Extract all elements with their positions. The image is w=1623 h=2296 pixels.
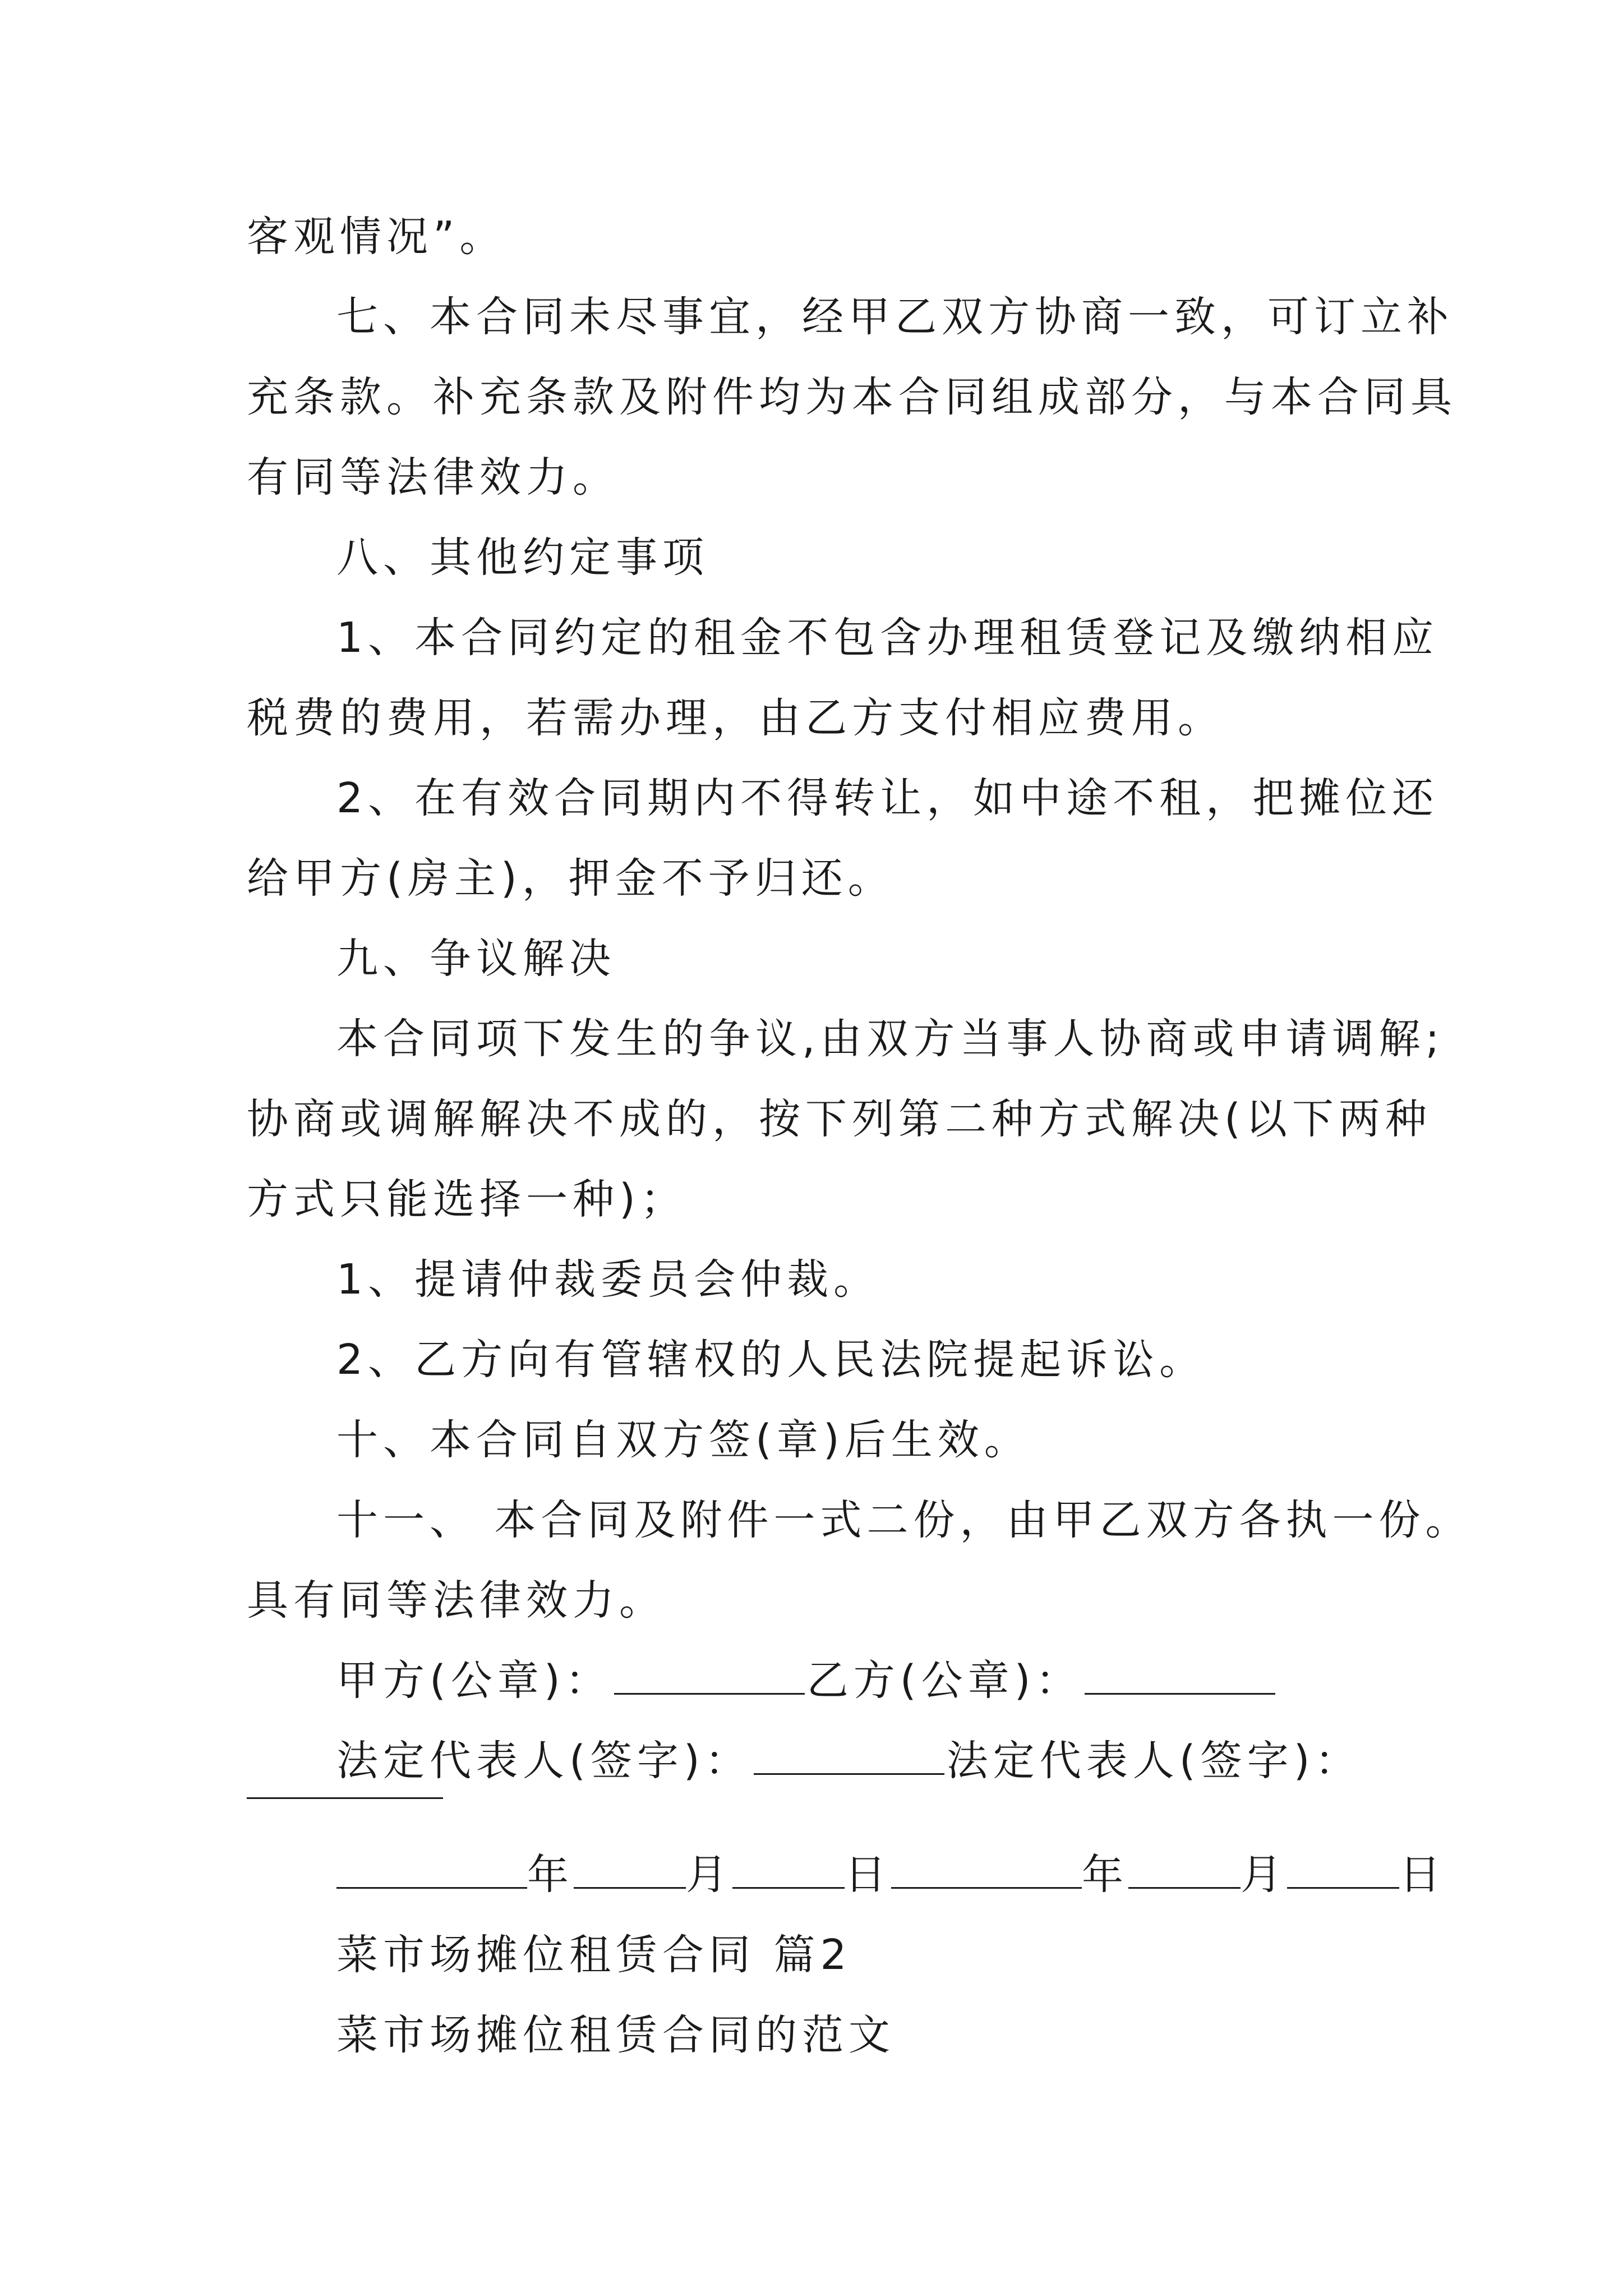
clause-10: 十、本合同自双方签(章)后生效。 bbox=[336, 1416, 1031, 1464]
day-b-blank[interactable] bbox=[1287, 1850, 1399, 1889]
text-line: 方式只能选择一种)； bbox=[247, 1175, 687, 1223]
clause-9-item-2: 2、乙方向有管辖权的人民法院提起诉讼。 bbox=[336, 1336, 1206, 1384]
day-a-blank[interactable] bbox=[732, 1850, 845, 1889]
text-line: 客观情况”。 bbox=[247, 213, 506, 261]
rep-b-label: 法定代表人(签字)： bbox=[946, 1737, 1362, 1785]
year-b-blank[interactable] bbox=[891, 1850, 1082, 1889]
rep-a-label: 法定代表人(签字)： bbox=[336, 1737, 751, 1785]
clause-9-heading: 九、争议解决 bbox=[336, 935, 616, 983]
rep-a-blank[interactable] bbox=[754, 1736, 944, 1775]
party-b-blank[interactable] bbox=[1085, 1656, 1275, 1695]
day-b-label: 日 bbox=[1399, 1851, 1446, 1899]
month-b-blank[interactable] bbox=[1128, 1850, 1241, 1889]
year-b-label: 年 bbox=[1082, 1851, 1128, 1899]
day-a-label: 日 bbox=[845, 1851, 891, 1899]
year-a-blank[interactable] bbox=[336, 1850, 527, 1889]
next-section-title: 菜市场摊位租赁合同 篇2 bbox=[336, 1931, 852, 1979]
text-line: 有同等法律效力。 bbox=[247, 453, 619, 501]
text-line: 协商或调解解决不成的，按下列第二种方式解决(以下两种 bbox=[247, 1095, 1432, 1143]
year-a-label: 年 bbox=[527, 1851, 574, 1899]
rep-b-blank[interactable] bbox=[247, 1797, 443, 1799]
clause-11: 十一、 本合同及附件一式二份，由甲乙双方各执一份。 bbox=[336, 1496, 1472, 1544]
clause-8-heading: 八、其他约定事项 bbox=[336, 533, 709, 582]
date-row bbox=[336, 1847, 1446, 1903]
next-section-subtitle: 菜市场摊位租赁合同的范文 bbox=[336, 2011, 895, 2059]
party-a-label: 甲方(公章)： bbox=[336, 1657, 612, 1705]
text-line: 充条款。补充条款及附件均为本合同组成部分，与本合同具 bbox=[247, 373, 1457, 421]
clause-9-body: 本合同项下发生的争议,由双方当事人协商或申请调解; bbox=[336, 1015, 1445, 1063]
party-signature-row bbox=[336, 1653, 1278, 1709]
month-b-label: 月 bbox=[1241, 1851, 1287, 1899]
text-line: 给甲方(房主)，押金不予归还。 bbox=[247, 854, 895, 903]
party-a-blank[interactable] bbox=[614, 1656, 805, 1695]
month-a-blank[interactable] bbox=[574, 1850, 686, 1889]
clause-7-line: 七、本合同未尽事宜，经甲乙双方协商一致，可订立补 bbox=[336, 293, 1454, 341]
clause-8-item-2: 2、在有效合同期内不得转让，如中途不租，把摊位还 bbox=[336, 774, 1439, 822]
clause-9-item-1: 1、提请仲裁委员会仲裁。 bbox=[336, 1255, 880, 1304]
party-b-label: 乙方(公章)： bbox=[806, 1657, 1082, 1705]
text-line: 税费的费用，若需办理，由乙方支付相应费用。 bbox=[247, 694, 1224, 742]
representative-signature-row bbox=[336, 1733, 1362, 1789]
month-a-label: 月 bbox=[686, 1851, 732, 1899]
clause-8-item-1: 1、本合同约定的租金不包含办理租赁登记及缴纳相应 bbox=[336, 614, 1439, 662]
text-line: 具有同等法律效力。 bbox=[247, 1576, 666, 1625]
